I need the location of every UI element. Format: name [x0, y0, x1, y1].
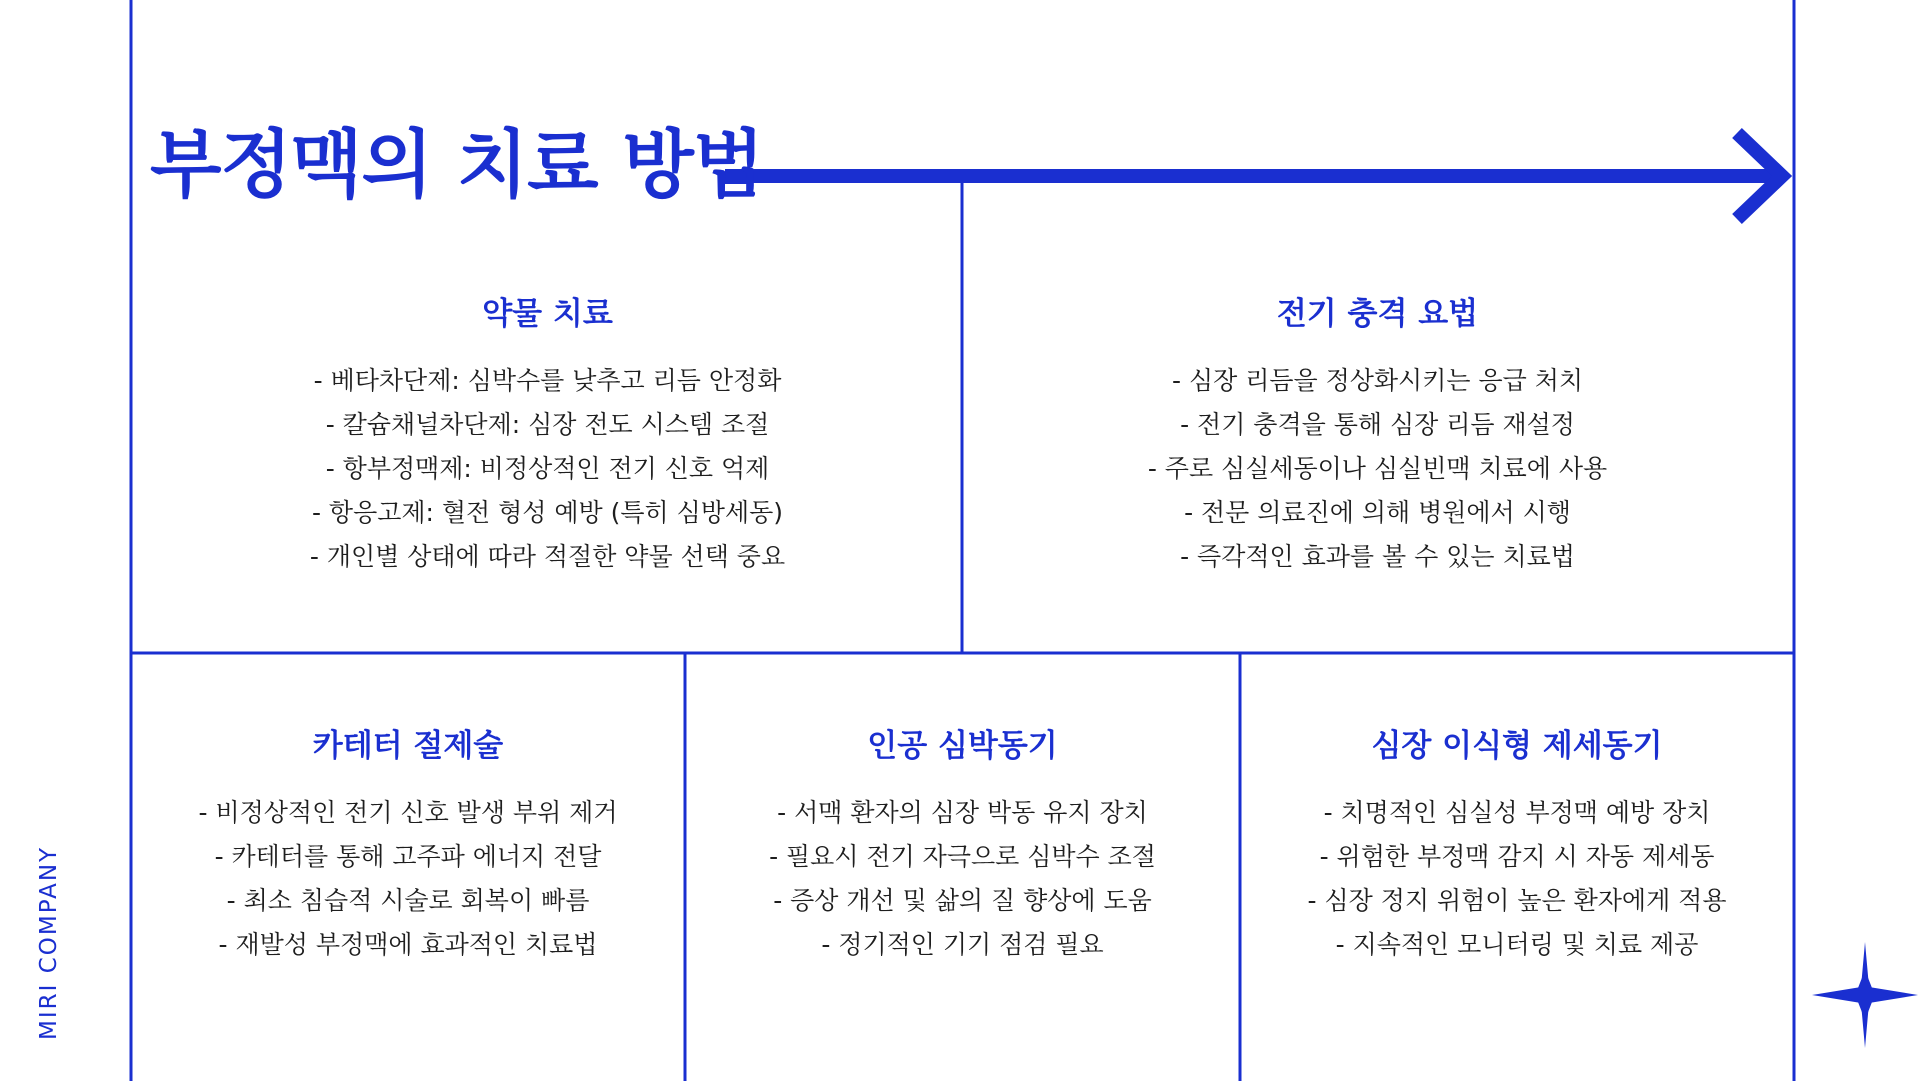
card-catheter-ablation	[135, 728, 681, 967]
list-item: - 전기 충격을 통해 심장 리듬 재설정	[1180, 410, 1575, 440]
list-item: - 필요시 전기 자극으로 심박수 조절	[769, 842, 1156, 872]
list-item: - 카테터를 통해 고주파 에너지 전달	[214, 842, 602, 872]
card-list	[1244, 791, 1790, 967]
card-heading: 카테터 절제술	[312, 728, 504, 764]
list-item: - 치명적인 심실성 부정맥 예방 장치	[1323, 798, 1711, 828]
brand-label: MIRI COMPANY	[36, 845, 62, 1040]
card-heading: 약물 치료	[482, 296, 613, 332]
list-item: - 비정상적인 전기 신호 발생 부위 제거	[198, 798, 618, 828]
list-item: - 항부정맥제: 비정상적인 전기 신호 억제	[325, 454, 770, 484]
list-item: - 재발성 부정맥에 효과적인 치료법	[218, 930, 598, 960]
list-item: - 정기적인 기기 점검 필요	[821, 930, 1104, 960]
list-item: - 지속적인 모니터링 및 치료 제공	[1335, 930, 1699, 960]
list-item: - 전문 의료진에 의해 병원에서 시행	[1184, 498, 1571, 528]
list-item: - 즉각적인 효과를 볼 수 있는 치료법	[1180, 542, 1575, 572]
list-item: - 개인별 상태에 따라 적절한 약물 선택 중요	[309, 542, 786, 572]
list-item: - 증상 개선 및 삶의 질 향상에 도움	[773, 886, 1152, 916]
card-heading: 심장 이식형 제세동기	[1371, 728, 1663, 764]
card-list	[970, 359, 1785, 579]
card-icd	[1244, 728, 1790, 967]
list-item: - 위험한 부정맥 감지 시 자동 제세동	[1319, 842, 1715, 872]
list-item: - 주로 심실세동이나 심실빈맥 치료에 사용	[1147, 454, 1608, 484]
card-medication	[140, 296, 955, 579]
card-list	[140, 359, 955, 579]
card-heading: 전기 충격 요법	[1276, 296, 1479, 332]
sparkle-star-icon	[1810, 940, 1920, 1050]
card-list	[135, 791, 681, 967]
list-item: - 서맥 환자의 심장 박동 유지 장치	[777, 798, 1148, 828]
list-item: - 최소 침습적 시술로 회복이 빠름	[226, 886, 590, 916]
card-pacemaker	[689, 728, 1236, 967]
list-item: - 칼슘채널차단제: 심장 전도 시스템 조절	[325, 410, 770, 440]
list-item: - 심장 리듬을 정상화시키는 응급 처치	[1171, 366, 1583, 396]
list-item: - 베타차단제: 심박수를 낮추고 리듬 안정화	[313, 366, 782, 396]
arrow-right-icon	[725, 133, 1782, 219]
card-electric-shock	[970, 296, 1785, 579]
list-item: - 항응고제: 혈전 형성 예방 (특히 심방세동)	[311, 498, 784, 528]
card-list	[689, 791, 1236, 967]
list-item: - 심장 정지 위험이 높은 환자에게 적용	[1307, 886, 1727, 916]
card-heading: 인공 심박동기	[867, 728, 1058, 764]
page-title: 부정맥의 치료 방법	[150, 122, 764, 208]
